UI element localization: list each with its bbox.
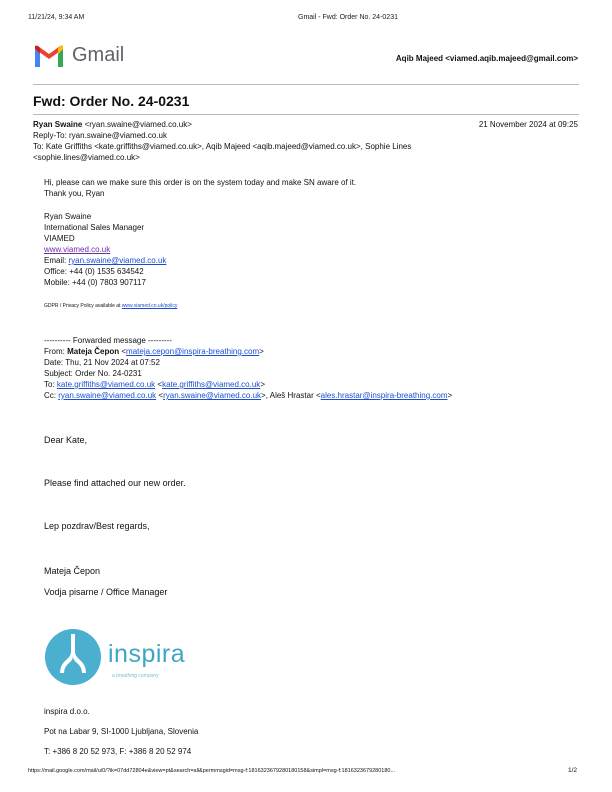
forwarded-cc: Cc: ryan.swaine@viamed.co.uk <ryan.swaine@viamed.co.uk>, Aleš Hrastar <ales.hrastar@inspira-breathing.com> (44, 391, 453, 400)
gdpr-note (44, 303, 177, 309)
forwarded-from-label: From: (44, 347, 68, 356)
inner-name: Mateja Čepon (44, 566, 101, 576)
forwarded-to-email-1[interactable]: kate.griffiths@viamed.co.uk (56, 380, 156, 389)
forwarded-from: From: Mateja Čepon <mateja.cepon@inspira-breathing.com> (44, 347, 264, 356)
email-subject: Fwd: Order No. 24-0231 (33, 93, 190, 109)
signature-title: International Sales Manager (44, 223, 145, 232)
forwarded-cc-name-3: Aleš Hrastar (269, 391, 314, 400)
print-datetime: 11/21/24, 9:34 AM (28, 14, 85, 21)
signature-email-label: Email: (44, 256, 69, 265)
forwarded-subject: Subject: Order No. 24-0231 (44, 369, 142, 378)
signature-website-link[interactable]: www.viamed.co.uk (44, 245, 111, 254)
print-page-number: 1/2 (568, 767, 578, 774)
gmail-wordmark: Gmail (72, 44, 125, 66)
gdpr-link[interactable]: www.viamed.co.uk/policy (121, 303, 178, 309)
divider (33, 84, 579, 85)
signature-office: Office: +44 (0) 1535 634542 (44, 267, 144, 276)
signature-email-link[interactable]: ryan.swaine@viamed.co.uk (68, 256, 167, 265)
inspira-tagline: a breathing company (112, 673, 159, 679)
forwarded-from-name: Mateja Čepon (67, 347, 120, 356)
inner-greeting: Dear Kate, (44, 435, 88, 445)
signature-email (44, 255, 166, 266)
print-footer-url: https://mail.google.com/mail/u/0/?ik=07dd72804e&view=pt&search=all&permmsgid=msg-f:1816323679280180158&simpl=msg-f:1816323679280180... (28, 768, 396, 774)
inner-regards: Lep pozdrav/Best regards, (44, 521, 150, 531)
forwarded-cc-email-1[interactable]: ryan.swaine@viamed.co.uk (58, 391, 157, 400)
forwarded-from-email[interactable]: mateja.cepon@inspira-breathing.com (126, 347, 260, 356)
forwarded-to-email-2[interactable]: kate.griffiths@viamed.co.uk (162, 380, 261, 389)
body-line-2: Thank you, Ryan (44, 189, 105, 198)
company-address: Pot na Labar 9, SI-1000 Ljubljana, Slovenia (44, 727, 199, 736)
account-user: Aqib Majeed <viamed.aqib.majeed@gmail.com> (395, 54, 578, 63)
company-name: inspira d.o.o. (44, 707, 90, 716)
forwarded-cc-email-2[interactable]: ryan.swaine@viamed.co.uk (163, 391, 262, 400)
signature-name: Ryan Swaine (44, 212, 92, 221)
print-title: Gmail - Fwd: Order No. 24-0231 (298, 14, 398, 21)
recipients-line-2: <sophie.lines@viamed.co.uk> (33, 153, 140, 162)
inspira-wordmark: inspira (108, 640, 186, 668)
forwarded-cc-email-3[interactable]: ales.hrastar@inspira-breathing.com (320, 391, 448, 400)
company-phone: T: +386 8 20 52 973, F: +386 8 20 52 974 (44, 747, 192, 756)
forwarded-to-label: To: (44, 380, 57, 389)
sender-name: Ryan Swaine (33, 120, 83, 129)
gmail-logo-icon (33, 45, 65, 69)
forwarded-to: To: kate.griffiths@viamed.co.uk <kate.griffiths@viamed.co.uk> (44, 380, 265, 389)
forwarded-separator: ---------- Forwarded message --------- (44, 336, 172, 345)
inner-body: Please find attached our new order. (44, 478, 186, 488)
signature-company: VIAMED (44, 234, 75, 243)
recipients-line-1: To: Kate Griffiths <kate.griffiths@viamed.co.uk>, Aqib Majeed <aqib.majeed@viamed.co.uk>, Sophie Lines (33, 142, 412, 151)
forwarded-date: Date: Thu, 21 Nov 2024 at 07:52 (44, 358, 160, 367)
message-date: 21 November 2024 at 09:25 (478, 120, 578, 129)
reply-to: Reply-To: ryan.swaine@viamed.co.uk (33, 131, 167, 140)
divider (33, 114, 579, 115)
sender-email: <ryan.swaine@viamed.co.uk> (82, 120, 192, 129)
gdpr-text: GDPR / Privacy Policy available at (44, 303, 122, 309)
inner-role: Vodja pisarne / Office Manager (44, 587, 168, 597)
sender (33, 119, 192, 130)
inspira-logo-icon (44, 628, 102, 686)
body-line-1: Hi, please can we make sure this order is on the system today and make SN aware of it. (44, 178, 357, 187)
signature-mobile: Mobile: +44 (0) 7803 907117 (44, 278, 146, 287)
forwarded-cc-label: Cc: (44, 391, 59, 400)
